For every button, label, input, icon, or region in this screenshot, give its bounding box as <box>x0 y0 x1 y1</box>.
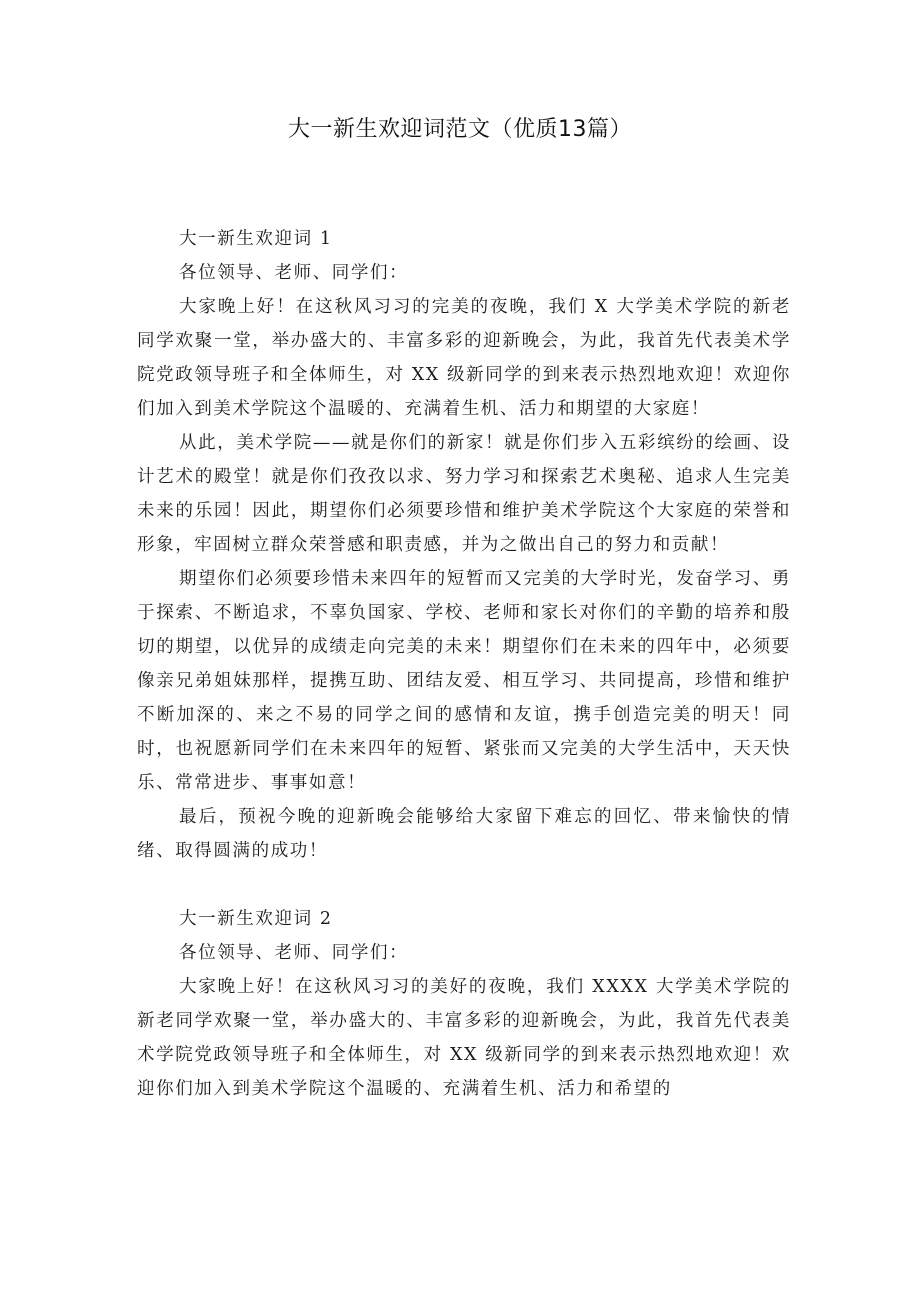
salutation: 各位领导、老师、同学们： <box>179 943 409 963</box>
section-heading: 大一新生欢迎词 2 <box>179 909 333 929</box>
paragraph: 大家晚上好！在这秋风习习的完美的夜晚，我们 X 大学美术学院的新老同学欢聚一堂，举办盛大的、丰富多彩的迎新晚会，为此，我首先代表美术学院党政领导班子和全体师生，对 XX 级新同学的到来表示热烈地欢迎！欢迎你们加入到美术学院这个温暖的、充满着生机、活力和期望的大家庭！ <box>137 297 791 419</box>
section-1 <box>137 222 791 868</box>
section-heading: 大一新生欢迎词 1 <box>179 229 333 249</box>
paragraph: 从此，美术学院——就是你们的新家！就是你们步入五彩缤纷的绘画、设计艺术的殿堂！就是你们孜孜以求、努力学习和探索艺术奥秘、追求人生完美未来的乐园！因此，期望你们必须要珍惜和维护美术学院这个大家庭的荣誉和形象，牢固树立群众荣誉感和职责感，并为之做出自己的努力和贡献！ <box>137 433 791 555</box>
document-title: 大一新生欢迎词范文（优质13篇） <box>288 117 632 142</box>
paragraph: 大家晚上好！在这秋风习习的美好的夜晚，我们 XXXX 大学美术学院的新老同学欢聚一堂，举办盛大的、丰富多彩的迎新晚会，为此，我首先代表美术学院党政领导班子和全体师生，对 XX 级新同学的到来表示热烈地欢迎！欢迎你们加入到美术学院这个温暖的、充满着生机、活力和希望的 <box>137 977 791 1099</box>
salutation: 各位领导、老师、同学们： <box>179 263 409 283</box>
paragraph: 最后，预祝今晚的迎新晚会能够给大家留下难忘的回忆、带来愉快的情绪、取得圆满的成功！ <box>137 807 791 861</box>
paragraph: 期望你们必须要珍惜未来四年的短暂而又完美的大学时光，发奋学习、勇于探索、不断追求，不辜负国家、学校、老师和家长对你们的辛勤的培养和殷切的期望，以优异的成绩走向完美的未来！期望你们在未来的四年中，必须要像亲兄弟姐妹那样，提携互助、团结友爱、相互学习、共同提高，珍惜和维护不断加深的、来之不易的同学之间的感情和友谊，携手创造完美的明天！同时，也祝愿新同学们在未来四年的短暂、紧张而又完美的大学生活中，天天快乐、常常进步、事事如意！ <box>137 569 791 793</box>
section-2 <box>137 902 791 1106</box>
document-body <box>137 222 791 1106</box>
